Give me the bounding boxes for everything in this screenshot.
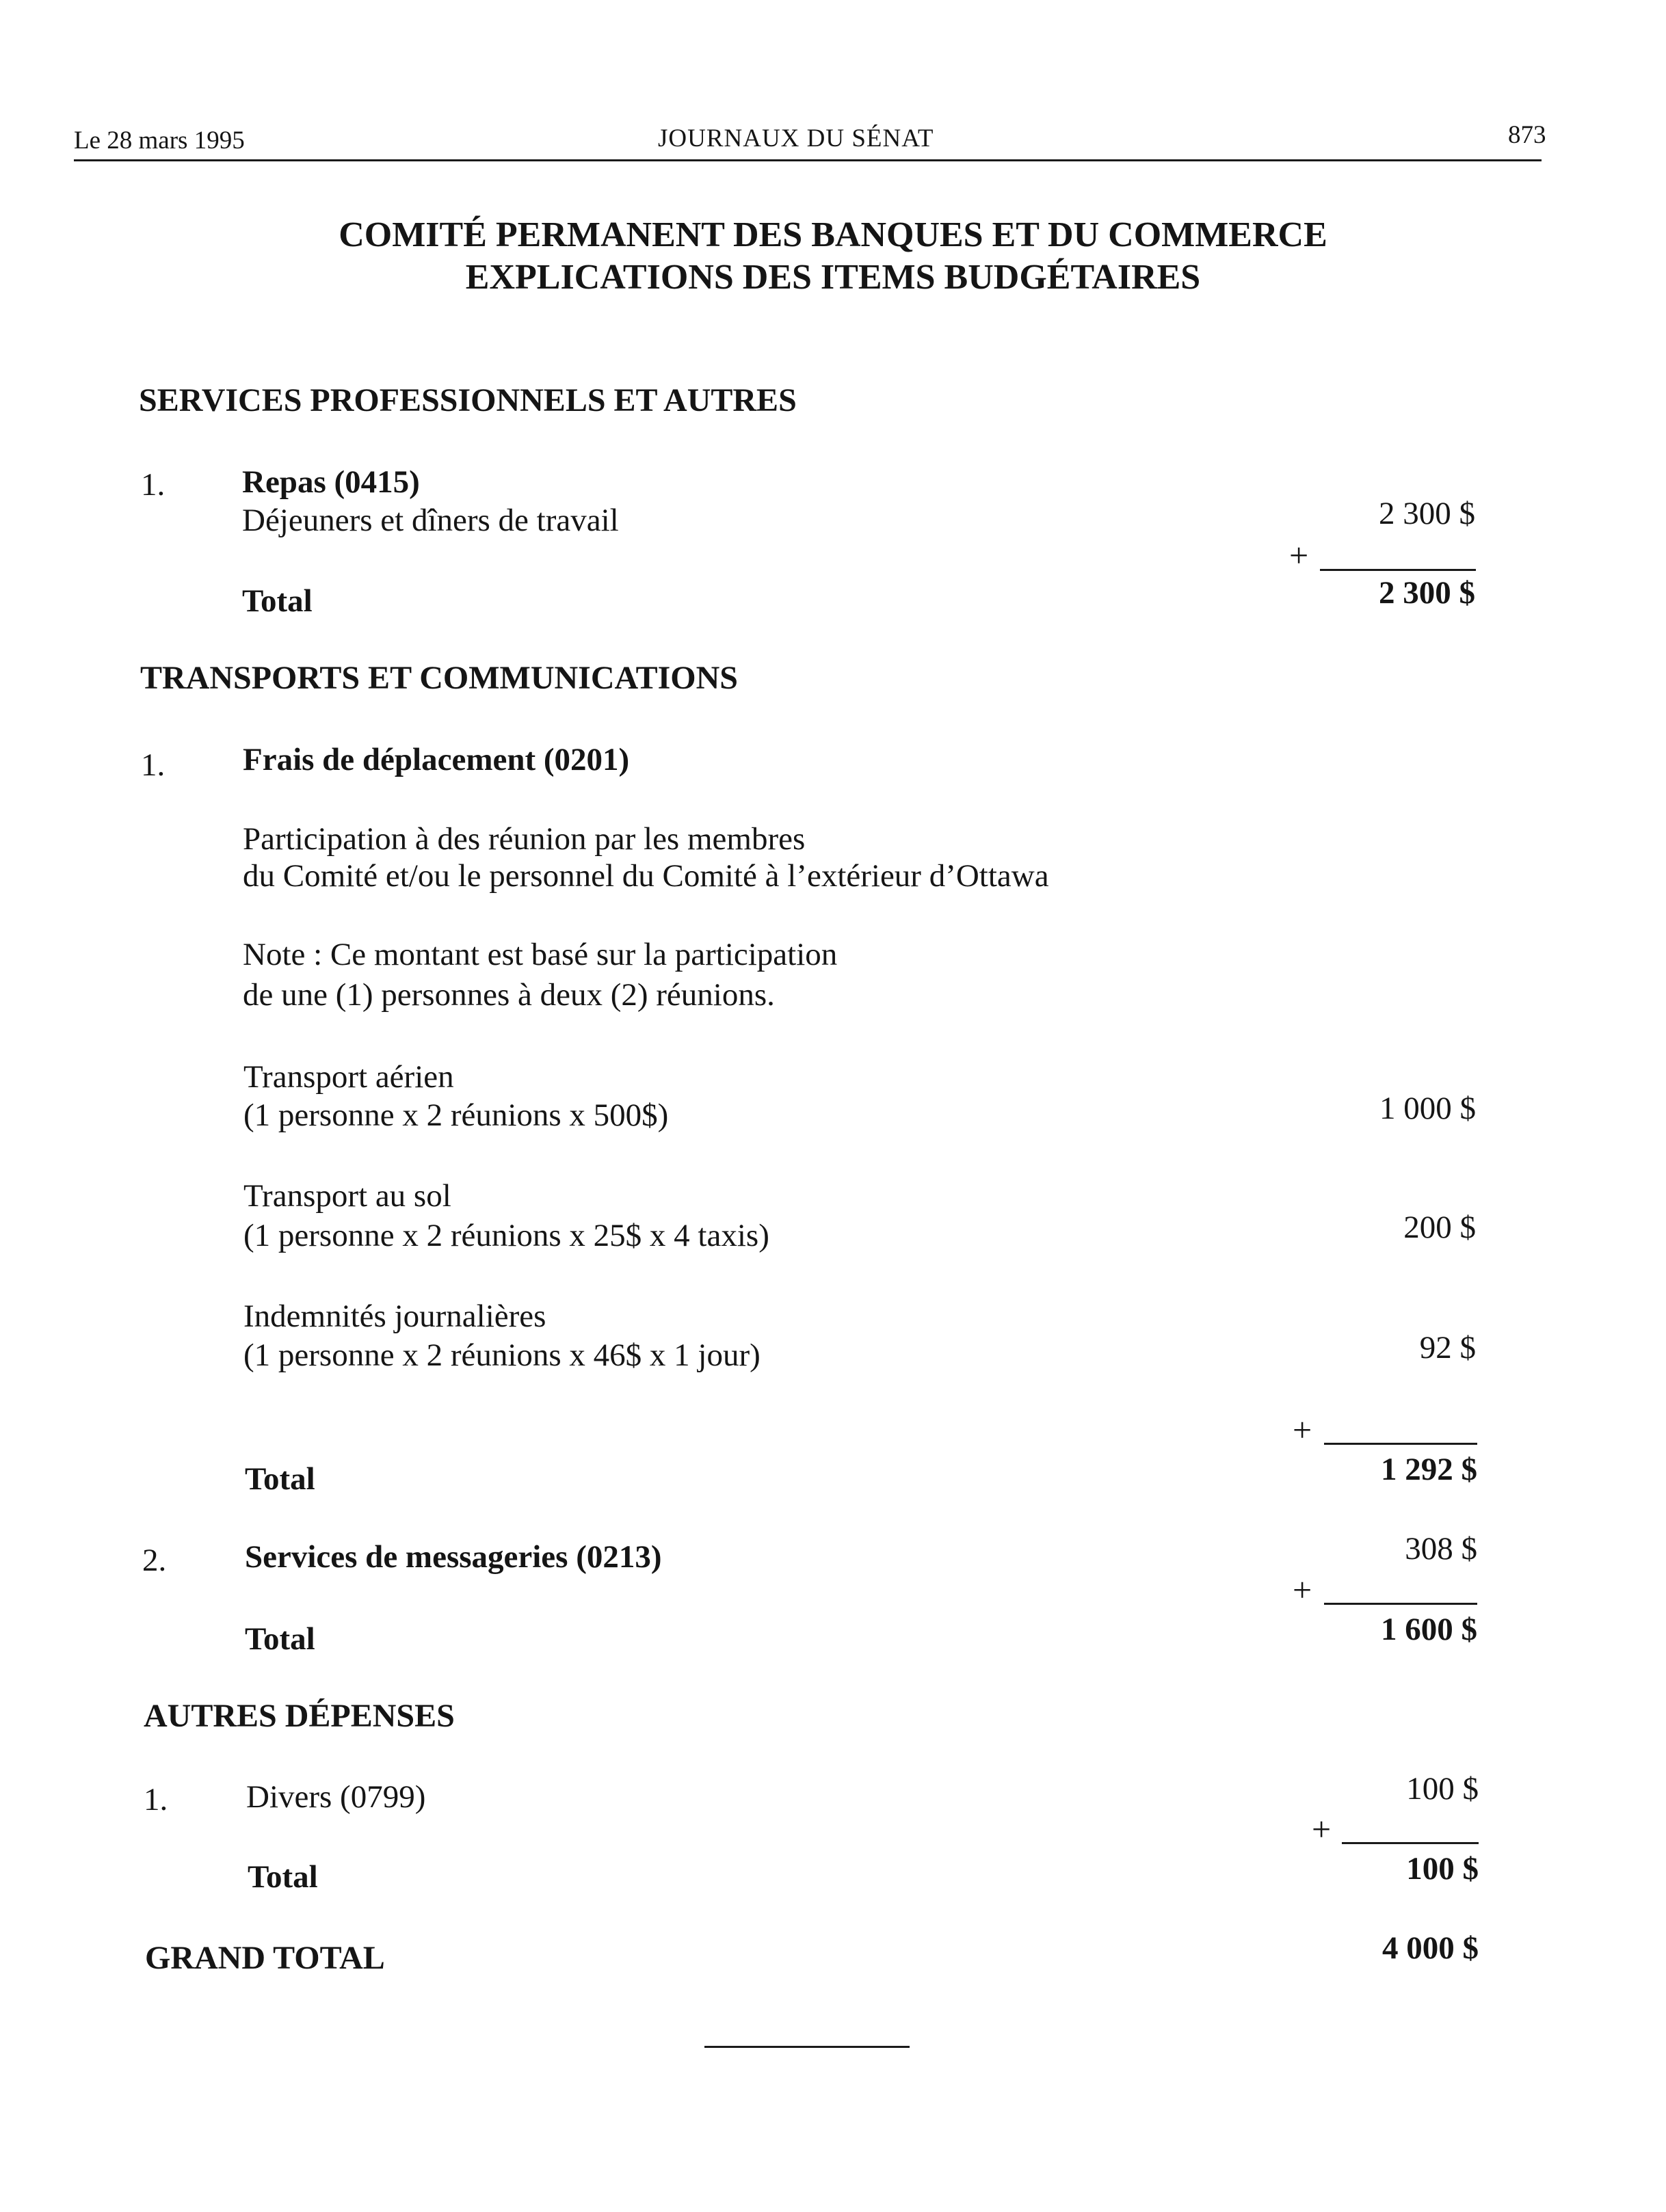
item-number: 1. [141,747,166,783]
page-title-line2: EXPLICATIONS DES ITEMS BUDGÉTAIRES [465,258,1201,297]
plus-sign: + [1289,536,1309,574]
total-label: Total [242,583,313,619]
amount-air: 1 000 $ [1379,1091,1476,1126]
expense-detail-ground: (1 personne x 2 réunions x 25$ x 4 taxis) [243,1218,769,1253]
amount-messageries: 308 $ [1405,1531,1477,1567]
total-amount-transports: 1 600 $ [1381,1612,1477,1647]
item-title-frais-deplacement: Frais de déplacement (0201) [243,742,630,777]
total-label: Total [245,1621,315,1657]
grand-total-label: GRAND TOTAL [145,1940,385,1976]
note-line: de une (1) personnes à deux (2) réunions. [243,977,775,1013]
sum-rule [1342,1842,1479,1844]
item-title-divers: Divers (0799) [246,1779,426,1815]
amount-repas: 2 300 $ [1379,496,1475,531]
total-label: Total [248,1859,318,1895]
expense-label-per-diem: Indemnités journalières [243,1298,546,1334]
total-amount-deplacement: 1 292 $ [1381,1452,1477,1487]
page-title-line1: COMITÉ PERMANENT DES BANQUES ET DU COMMERCE [339,215,1327,254]
plus-sign: + [1293,1571,1312,1609]
total-amount-autres: 100 $ [1406,1851,1479,1887]
item-number: 1. [144,1782,168,1817]
grand-total-amount: 4 000 $ [1382,1930,1479,1966]
plus-sign: + [1293,1411,1312,1449]
header-journal-title: JOURNAUX DU SÉNAT [658,124,934,152]
item-number: 2. [142,1543,167,1578]
closing-rule [704,2046,910,2048]
section-heading-transports: TRANSPORTS ET COMMUNICATIONS [140,660,738,696]
item-number: 1. [141,467,166,503]
header-rule [74,159,1542,161]
item-title-messageries: Services de messageries (0213) [245,1539,662,1575]
item-title-repas: Repas (0415) [242,464,420,500]
description-line: du Comité et/ou le personnel du Comité à l’extérieur d’Ottawa [243,858,1049,894]
plus-sign: + [1312,1810,1332,1848]
expense-detail-air: (1 personne x 2 réunions x 500$) [243,1097,669,1133]
note-line: Note : Ce montant est basé sur la participation [243,937,838,972]
expense-label-air: Transport aérien [243,1059,454,1095]
amount-divers: 100 $ [1406,1771,1479,1807]
sum-rule [1324,1603,1477,1605]
header-date: Le 28 mars 1995 [74,126,245,155]
total-label: Total [245,1461,315,1497]
expense-label-ground: Transport au sol [243,1178,451,1214]
section-heading-autres: AUTRES DÉPENSES [144,1698,455,1734]
sum-rule [1324,1443,1477,1445]
item-description: Déjeuners et dîners de travail [242,503,619,538]
amount-ground: 200 $ [1403,1210,1476,1245]
expense-detail-per-diem: (1 personne x 2 réunions x 46$ x 1 jour) [243,1337,761,1373]
header-page-number: 873 [1508,121,1546,149]
section-heading-services: SERVICES PROFESSIONNELS ET AUTRES [139,382,797,418]
amount-per-diem: 92 $ [1419,1330,1476,1365]
description-line: Participation à des réunion par les membres [243,821,806,857]
sum-rule [1320,569,1476,571]
total-amount-services: 2 300 $ [1379,575,1475,611]
